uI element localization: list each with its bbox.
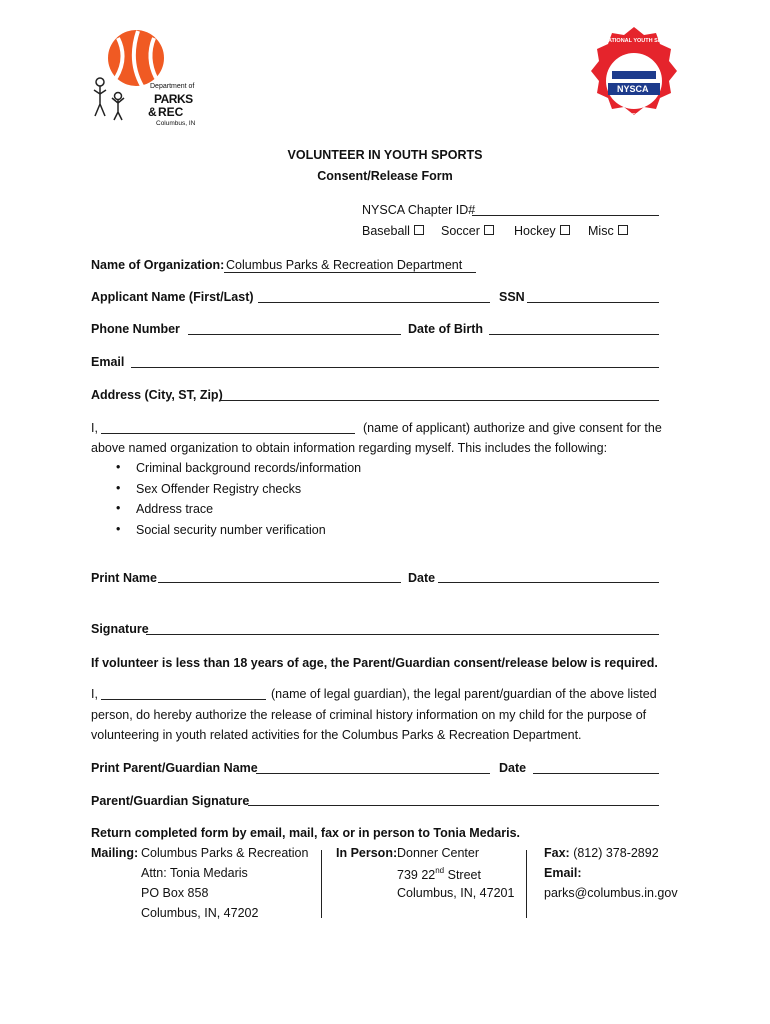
nysca-center: NYSCA [617, 84, 649, 94]
ssn-field[interactable] [527, 302, 659, 303]
chapter-id-line[interactable] [472, 215, 659, 216]
date-field[interactable] [438, 582, 659, 583]
checkbox-baseball[interactable] [414, 225, 424, 235]
phone-field[interactable] [188, 334, 401, 335]
sport-hockey[interactable]: Hockey [514, 224, 570, 238]
logo-line3: REC [158, 105, 184, 119]
guardian-name-field[interactable] [101, 699, 266, 700]
sport-baseball[interactable]: Baseball [362, 224, 424, 238]
guardian-signature-label: Parent/Guardian Signature [91, 794, 250, 808]
dob-label: Date of Birth [408, 322, 483, 336]
guardian-prefix: I, [91, 687, 98, 701]
checkbox-misc[interactable] [618, 225, 628, 235]
nysca-bottom-arc: COACHES ASSOCIATION [602, 113, 663, 119]
phone-label: Phone Number [91, 322, 180, 336]
logo-line1: Department of [150, 83, 195, 90]
divider-right [526, 850, 527, 918]
consent-name-field[interactable] [101, 433, 355, 434]
email-contact-label: Email: [544, 866, 582, 880]
logo-line4: Columbus, IN [156, 120, 196, 127]
guardian-signature-field[interactable] [248, 805, 659, 806]
fax-number: (812) 378-2892 [573, 846, 659, 860]
guardian-print-label: Print Parent/Guardian Name [91, 761, 258, 775]
parks-rec-logo-graphic [88, 26, 218, 136]
email-label: Email [91, 355, 125, 369]
in-person-city: Columbus, IN, 47201 [397, 886, 515, 900]
ssn-label: SSN [499, 290, 525, 304]
logo-ampersand: & [148, 105, 157, 119]
divider-left [321, 850, 322, 918]
address-label: Address (City, ST, Zip) [91, 388, 223, 402]
consent-text1: (name of applicant) authorize and give consent for the [363, 421, 662, 435]
checkbox-hockey[interactable] [560, 225, 570, 235]
guardian-date-field[interactable] [533, 773, 659, 774]
date-label: Date [408, 571, 436, 585]
mailing-line3: PO Box 858 [141, 886, 209, 900]
list-item: • Criminal background records/information [116, 461, 361, 482]
mailing-line4: Columbus, IN, 47202 [141, 906, 259, 920]
guardian-text1: (name of legal guardian), the legal parent/guardian of the above listed [271, 687, 657, 701]
consent-list [116, 461, 361, 544]
nysca-logo [586, 25, 682, 129]
sport-soccer[interactable]: Soccer [441, 224, 494, 238]
applicant-name-label: Applicant Name (First/Last) [91, 290, 254, 304]
list-item: • Address trace [116, 502, 361, 523]
guardian-date-label: Date [499, 761, 527, 775]
checkbox-soccer[interactable] [484, 225, 494, 235]
mailing-label: Mailing: [91, 846, 139, 860]
mailing-line1: Columbus Parks & Recreation [141, 846, 309, 860]
chapter-id-label: NYSCA Chapter ID# [362, 203, 476, 217]
organization-label: Name of Organization: [91, 258, 225, 272]
signature-label: Signature [91, 622, 149, 636]
form-subtitle: Consent/Release Form [317, 169, 453, 183]
sport-misc[interactable]: Misc [588, 224, 628, 238]
guardian-text3: volunteering in youth related activities for the Columbus Parks & Recreation Department. [91, 728, 582, 742]
return-heading: Return completed form by email, mail, fax or in person to Tonia Medaris. [91, 826, 521, 840]
organization-value[interactable]: Columbus Parks & Recreation Department [226, 258, 463, 272]
form-title: VOLUNTEER IN YOUTH SPORTS [287, 148, 483, 162]
list-item: • Social security number verification [116, 523, 361, 544]
email-field[interactable] [131, 367, 659, 368]
mailing-line2: Attn: Tonia Medaris [141, 866, 248, 880]
email-contact-link[interactable]: parks@columbus.in.gov [544, 886, 678, 900]
minor-notice: If volunteer is less than 18 years of age, the Parent/Guardian consent/release below is required. [91, 656, 658, 670]
in-person-label: In Person: [336, 846, 398, 860]
consent-text2: above named organization to obtain information regarding myself. This includes the following: [91, 441, 608, 455]
signature-field[interactable] [146, 634, 659, 635]
list-item: • Sex Offender Registry checks [116, 482, 361, 503]
nysca-arc-text: NATIONAL YOUTH SPORTS [604, 38, 677, 44]
print-name-field[interactable] [158, 582, 401, 583]
dob-field[interactable] [489, 334, 659, 335]
organization-line [224, 272, 476, 273]
in-person-name: Donner Center [397, 846, 479, 860]
guardian-text2: person, do hereby authorize the release of criminal history information on my child for the purpose of [91, 708, 647, 722]
logo-line2: PARKS [154, 92, 193, 106]
in-person-street: 739 22nd Street [397, 866, 481, 882]
consent-prefix: I, [91, 421, 98, 435]
fax-info [544, 846, 659, 860]
guardian-print-field[interactable] [256, 773, 490, 774]
applicant-name-field[interactable] [258, 302, 490, 303]
print-name-label: Print Name [91, 571, 157, 585]
address-field[interactable] [219, 400, 659, 401]
parks-rec-logo [88, 26, 218, 136]
fax-label: Fax: [544, 846, 570, 860]
